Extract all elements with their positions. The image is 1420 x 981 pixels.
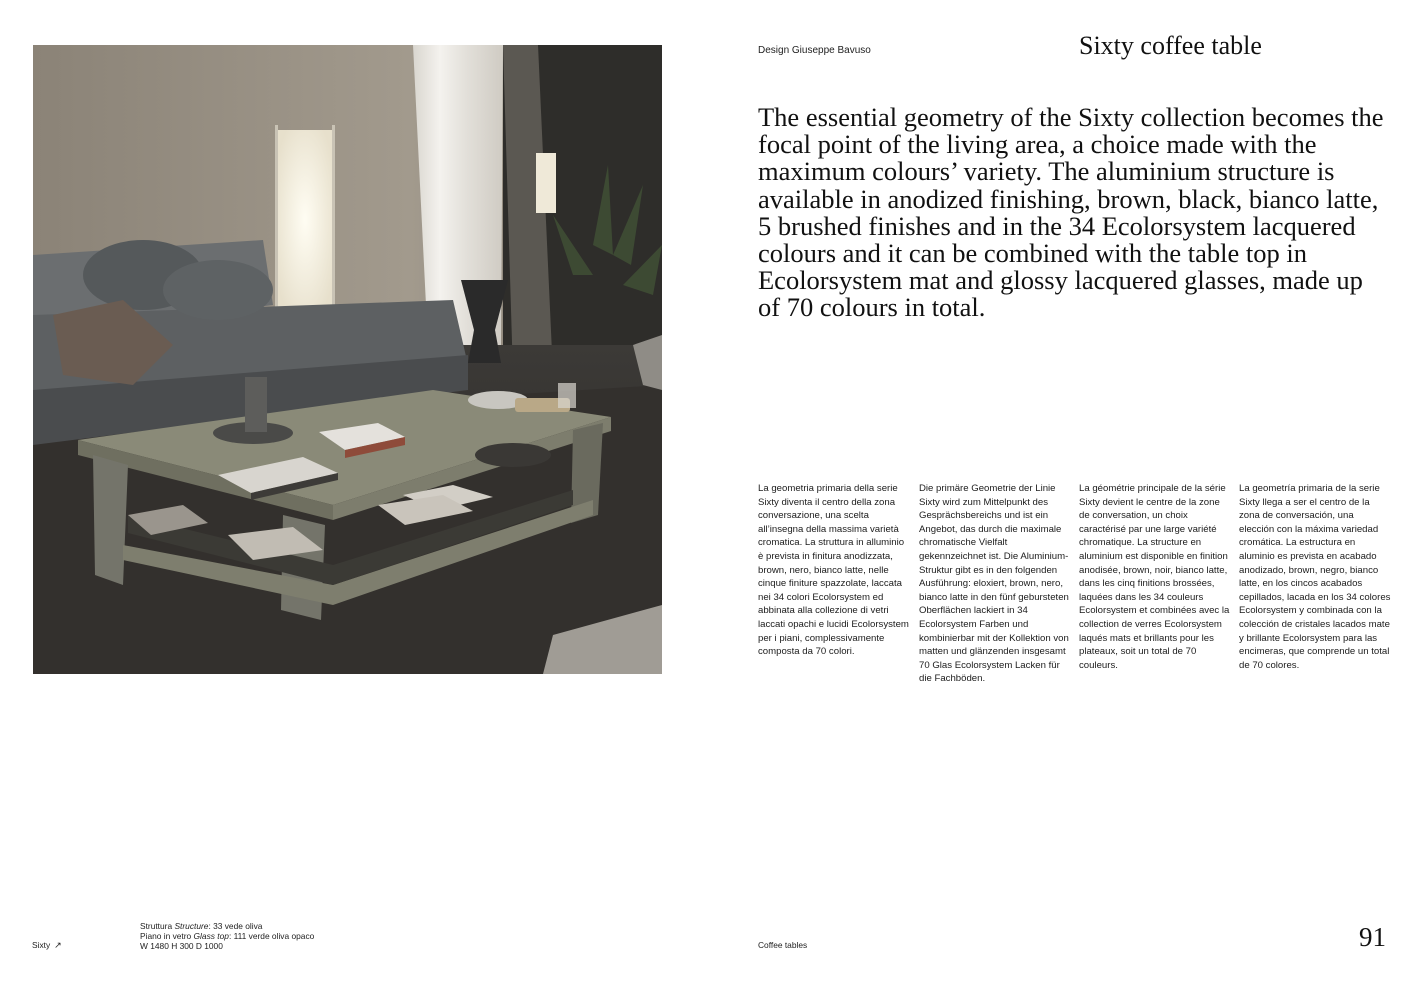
product-photo: [33, 45, 662, 674]
text-column-french: La géométrie principale de la série Sixty devient le centre de la zone de conversation, un choix caractérisé par une large variété chromatique. La structure en aluminium est disponible en finition anodisée, brown, noir, bianco latte, dans les cinq finitions brossées, laquées dans les 34 couleurs Ecolorsystem et combinées avec la collection de verres Ecolorsystem laqués mats et brillants pour les plateaux, soit un total de 70 couleurs.: [1079, 483, 1230, 671]
floor-lamp-shade: [277, 130, 333, 310]
text-column-italian: La geometria primaria della serie Sixty diventa il centro della zona conversazione, una scelta all’insegna della massima varietà cromatica. La struttura in alluminio è prevista in finitura anodizzata, brown, nero, bianco latte, nelle cinque finiture spazzolate, laccata nei 34 colori Ecolorsystem ed abbinata alla collezione di vetri laccati opachi e lucidi Ecolorsystem per i piani, complessivamente composta da 70 colori.: [758, 483, 909, 658]
page-number: 91: [1359, 922, 1386, 952]
page-title: Sixty coffee table: [1079, 31, 1262, 60]
product-caption: [140, 921, 314, 951]
caption-glass-top: Piano in vetro Glass top: 111 verde oliva opaco: [140, 931, 315, 941]
arrow-up-right-icon: ↗: [54, 940, 62, 950]
designer-credit: Design Giuseppe Bavuso: [758, 45, 871, 56]
collection-link[interactable]: [32, 940, 62, 951]
text-column-german: Die primäre Geometrie der Linie Sixty wird zum Mittelpunkt des Gesprächsbereichs und ist ein Angebot, das durch die maximale chromatische Vielfalt gekennzeichnet ist. Die Aluminium-Struktur gibt es in den folgenden Ausführung: eloxiert, brown, nero, bianco latte in den fünf gebursteten Oberflächen lackiert in 34 Ecolorsystem Farben und kombinierbar mit der Kollektion von matten und glänzenden insgesamt 70 Glas Ecolorsystem Lacken für die Fachböden.: [919, 483, 1069, 685]
caption-dimensions: W 1480 H 300 D 1000: [140, 941, 223, 951]
text-column-spanish: La geometría primaria de la serie Sixty llega a ser el centro de la zona de conversación, una elección con la máxima variedad cromática. La estructura en aluminio es prevista en acabado anodizado, brown, negro, bianco latte, en los cincos acabados cepillados, lacada en los 34 colores Ecolorsystem y combinada con la colección de cristales lacados mate y brillante Ecolorsystem para las encimeras, que comprende un total de 70 colores.: [1239, 483, 1391, 671]
caption-structure: Struttura Structure: 33 vede oliva: [140, 921, 263, 931]
floor-lamp-right: [536, 153, 556, 213]
section-name: Coffee tables: [758, 940, 808, 950]
collection-name: Sixty: [32, 940, 51, 950]
lead-paragraph: The essential geometry of the Sixty collection becomes the focal point of the living area, a choice made with the maximum colours’ variety. The aluminium structure is available in anodized finishing, brown, black, bianco latte, 5 brushed finishes and in the 34 Ecolorsystem lacquered colours and it can be combined with the table top in Ecolorsystem mat and glossy lacquered glasses, made up of 70 colours in total.: [758, 102, 1384, 323]
living-room-illustration: [33, 45, 662, 674]
